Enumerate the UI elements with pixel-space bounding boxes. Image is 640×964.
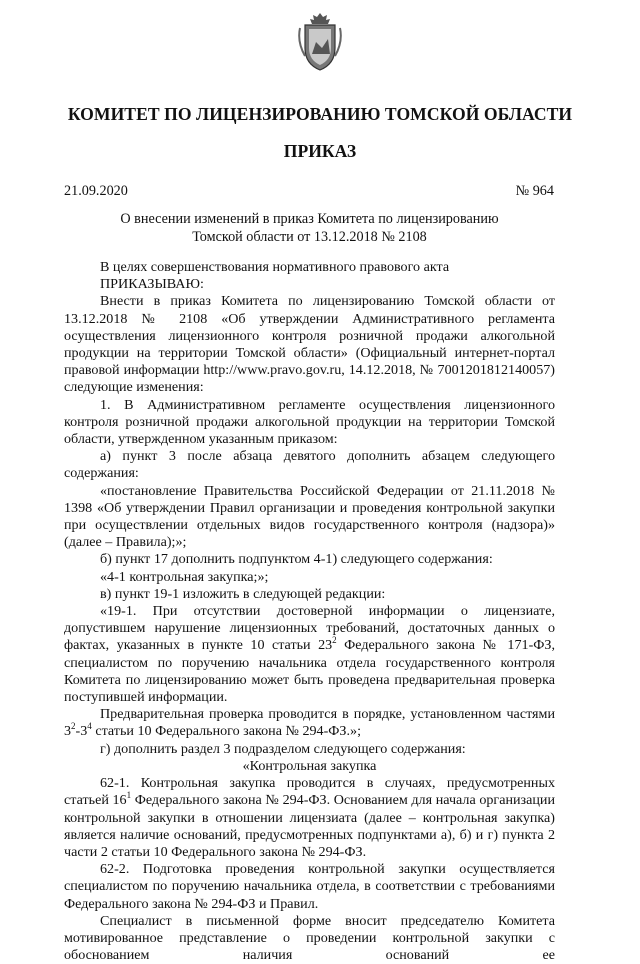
superscript: 2 xyxy=(332,635,337,646)
body-paragraph: б) пункт 17 дополнить подпунктом 4-1) следующего содержания: xyxy=(100,551,493,568)
text-fragment: Предварительная проверка проводится в порядке, установленном частями 3 xyxy=(64,706,555,740)
body-paragraph xyxy=(64,603,555,706)
body-paragraph: 62-2. Подготовка проведения контрольной закупки осуществляется специалистом по поручению начальника отдела, в соответствии с требованиями Федерального закона № 294-ФЗ и Правил. xyxy=(64,861,555,912)
order-number: № 964 xyxy=(515,183,554,199)
document-type-heading: ПРИКАЗ xyxy=(283,141,357,161)
body-paragraph: в) пункт 19-1 изложить в следующей редакции: xyxy=(100,585,386,602)
body-paragraph: «постановление Правительства Российской Федерации от 21.11.2018 № 1398 «Об утверждении Правил организации и проведения контрольной закупки при осуществлении отдельных видов государственного контроля (надзора)» (далее – Правила);»; xyxy=(64,482,555,551)
order-date: 21.09.2020 xyxy=(64,183,128,199)
body-paragraph: 1. В Административном регламенте осуществления лицензионного контроля розничной продажи алкогольной продукции на территории Томской области, утвержденном указанным приказом: xyxy=(64,396,555,448)
order-keyword: ПРИКАЗЫВАЮ: xyxy=(100,276,204,293)
text-fragment: -3 xyxy=(75,723,88,740)
order-subject xyxy=(64,211,555,246)
superscript: 2 xyxy=(71,721,76,732)
body-paragraph: а) пункт 3 после абзаца девятого дополнить абзацем следующего содержания: xyxy=(64,448,555,482)
subject-line: О внесении изменений в приказ Комитета по лицензированию xyxy=(120,211,499,227)
preamble-paragraph: В целях совершенствования нормативного правового акта xyxy=(100,259,450,275)
body-paragraph xyxy=(64,706,555,740)
superscript: 1 xyxy=(126,790,132,801)
text-fragment: «19-1. При отсутствии достоверной информации о лицензиате, допустившем нарушение лицензионных требований, достаточных данных о фактах, указанных в пункте 10 статьи 23 xyxy=(64,603,555,654)
order-body xyxy=(64,259,555,964)
superscript: 4 xyxy=(87,721,92,732)
body-paragraph: г) дополнить раздел 3 подразделом следующего содержания: xyxy=(100,740,466,757)
body-paragraph xyxy=(64,775,555,861)
organization-title: КОМИТЕТ ПО ЛИЦЕНЗИРОВАНИЮ ТОМСКОЙ ОБЛАСТИ xyxy=(67,104,573,124)
text-fragment: 62-1. Контрольная закупка проводится в случаях, предусмотренных статьей 16 xyxy=(64,775,555,809)
body-paragraph: Внести в приказ Комитета по лицензированию Томской области от 13.12.2018 № 2108 «Об утверждении Административного регламента осуществления лицензионного контроля розничной продажи алкогольной продукции на территории Томской области» (Официальный интернет-портал правовой информации http://www.pravo.gov.ru, 14.12.2018, № 7001201812140057) следующие изменения: xyxy=(64,293,555,396)
coat-of-arms-icon xyxy=(296,12,344,72)
text-fragment: статьи 10 Федерального закона № 294-ФЗ.»; xyxy=(91,723,361,740)
subject-line: Томской области от 13.12.2018 № 2108 xyxy=(192,228,427,245)
body-paragraph: «4-1 контрольная закупка;»; xyxy=(100,568,269,585)
text-fragment: Федерального закона № 294-ФЗ. Основанием для начала организации контрольной закупки в отношении лицензиата (далее – контрольная закупка) является наличие оснований, предусмотренных подпунктами а), б) и г) пункта 2 части 2 статьи 10 Федерального закона № 294-ФЗ. xyxy=(64,792,555,860)
text-fragment: Федерального закона № 171-ФЗ, специалистом по поручению начальника отдела государственного контроля Комитета по лицензированию может быть проведена предварительная проверка поступившей информации. xyxy=(64,637,555,706)
subsection-title: «Контрольная закупка xyxy=(242,757,377,774)
body-paragraph: Специалист в письменной форме вносит председателю Комитета мотивированное представление о проведении контрольной закупки с обоснованием наличия оснований ее xyxy=(64,912,555,964)
